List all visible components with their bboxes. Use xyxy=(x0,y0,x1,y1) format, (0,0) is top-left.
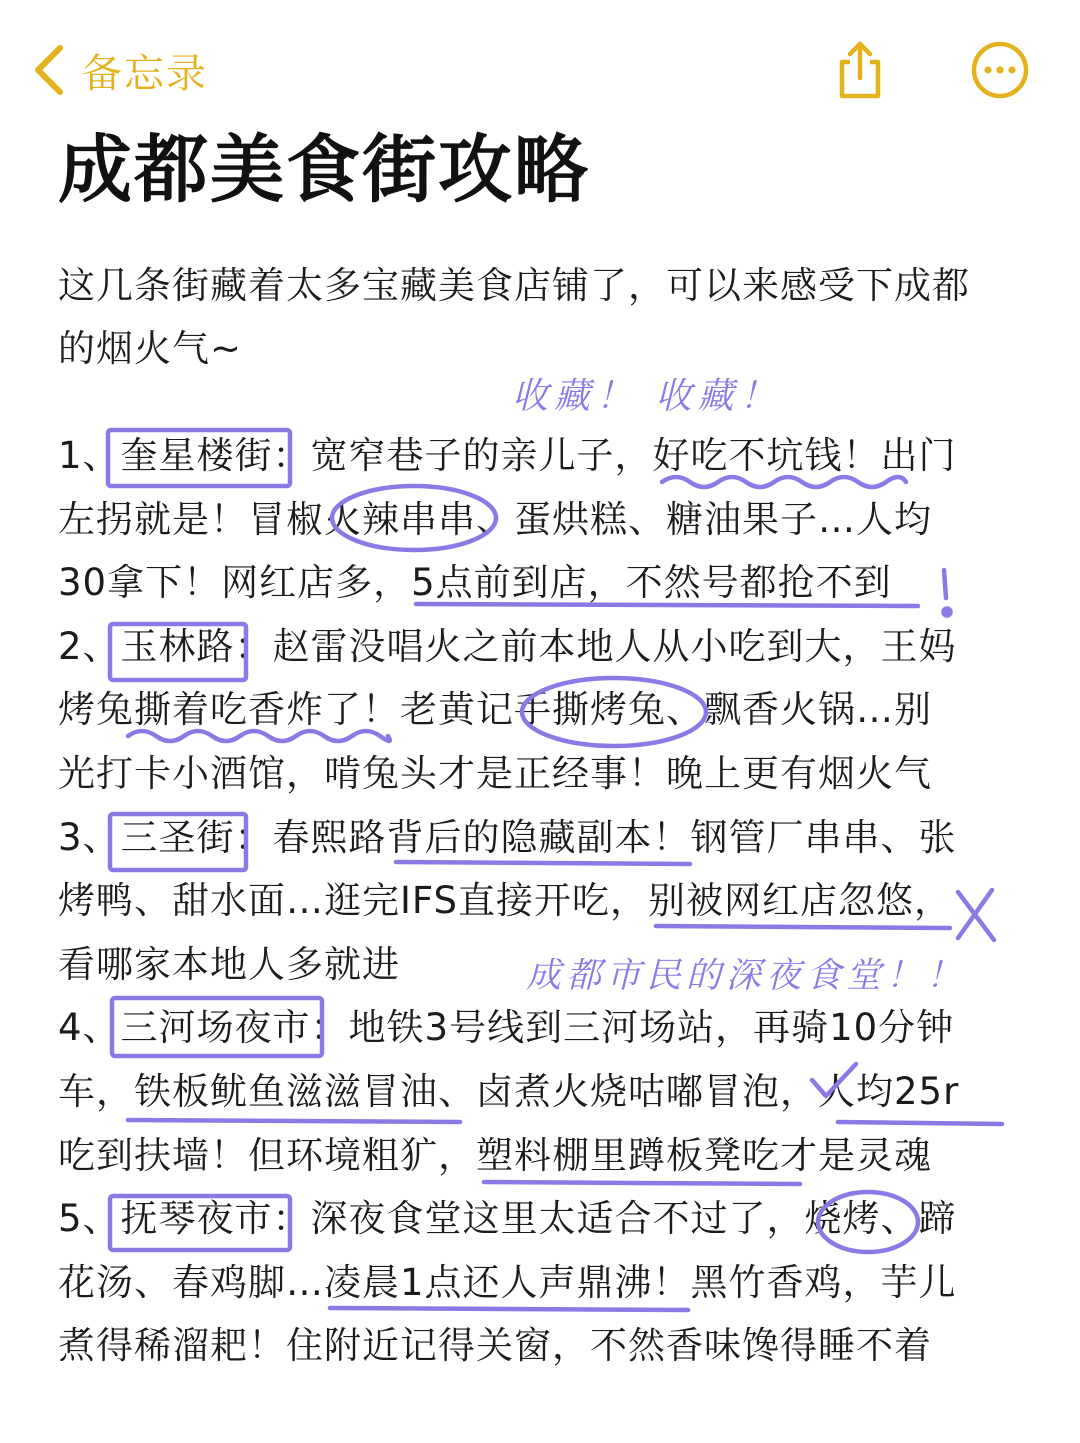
note-title: 成都美食街攻略 xyxy=(58,127,590,213)
note-line xyxy=(58,615,1018,679)
note-line xyxy=(58,1060,1018,1124)
note-line xyxy=(58,1124,1018,1188)
street-name: 三河场夜市 xyxy=(120,1006,311,1050)
top-nav-bar xyxy=(0,0,1080,140)
note-line xyxy=(58,424,1018,488)
share-button[interactable] xyxy=(828,38,892,102)
street-name: 玉林路 xyxy=(120,624,235,668)
note-line xyxy=(58,869,1018,933)
line-text: 左拐就是！冒椒火辣串串、蛋烘糕、糖油果子…人均 xyxy=(58,497,932,541)
note-line xyxy=(58,488,1018,552)
line-text: 光打卡小酒馆，啃兔头才是正经事！晚上更有烟火气 xyxy=(58,751,932,795)
note-line xyxy=(58,1187,1018,1251)
street-name: 奎星楼街 xyxy=(120,434,273,477)
item-number: 5、 xyxy=(58,1197,121,1241)
street-name: 三圣街 xyxy=(120,815,235,859)
note-line xyxy=(58,551,1018,615)
handwritten-note: 成都市民的深夜食堂！！ xyxy=(526,956,967,996)
item-number: 2、 xyxy=(58,624,121,668)
item-number: 1、 xyxy=(58,434,121,477)
note-line xyxy=(58,933,1018,997)
note-line xyxy=(58,678,1018,742)
back-label: 备忘录 xyxy=(82,50,208,97)
line-text: 煮得稀溜耙！住附近记得关窗，不然香味馋得睡不着 xyxy=(58,1324,932,1368)
note-intro: 这几条街藏着太多宝藏美食店铺了，可以来感受下成都的烟火气~ xyxy=(58,264,970,370)
street-name: 抚琴夜市 xyxy=(120,1197,273,1241)
line-text: 30拿下！网红店多，5点前到店，不然号都抢不到 xyxy=(58,561,892,605)
item-number: 3、 xyxy=(58,815,121,859)
share-icon xyxy=(828,38,892,102)
line-text: 烤鸭、甜水面…逛完IFS直接开吃，别被网红店忽悠， xyxy=(58,879,953,923)
more-button[interactable] xyxy=(968,38,1032,102)
line-text: ：赵雷没唱火之前本地人从小吃到大，王妈 xyxy=(234,624,957,668)
line-text: ：地铁3号线到三河场站，再骑10分钟 xyxy=(310,1006,955,1050)
handwritten-note: 收藏！ 收藏！ xyxy=(512,376,782,417)
line-text: 吃到扶墙！但环境粗犷，塑料棚里蹲板凳吃才是灵魂 xyxy=(58,1133,932,1177)
line-text: 看哪家本地人多就进 xyxy=(58,942,400,986)
line-text: 花汤、春鸡脚…凌晨1点还人声鼎沸！黑竹香鸡，芋儿 xyxy=(58,1260,957,1304)
line-text: ：宽窄巷子的亲儿子，好吃不坑钱！出门 xyxy=(272,434,957,477)
note-line xyxy=(58,806,1018,870)
back-button[interactable] xyxy=(32,40,208,100)
item-number: 4、 xyxy=(58,1006,121,1050)
more-ellipsis-icon xyxy=(968,38,1032,102)
note-line xyxy=(58,1314,1018,1378)
note-line xyxy=(58,742,1018,806)
line-text: ：春熙路背后的隐藏副本！钢管厂串串、张 xyxy=(234,815,957,859)
chevron-left-icon xyxy=(32,44,66,96)
line-text: 车，铁板鱿鱼滋滋冒油、卤煮火烧咕嘟冒泡，人均25r xyxy=(58,1069,960,1113)
line-text: 烤兔撕着吃香炸了！老黄记手撕烤兔、飘香火锅…别 xyxy=(58,688,932,732)
note-line xyxy=(58,1251,1018,1315)
note-body xyxy=(58,424,1018,1378)
note-line xyxy=(58,996,1018,1060)
line-text: ：深夜食堂这里太适合不过了，烧烤、蹄 xyxy=(272,1197,957,1241)
